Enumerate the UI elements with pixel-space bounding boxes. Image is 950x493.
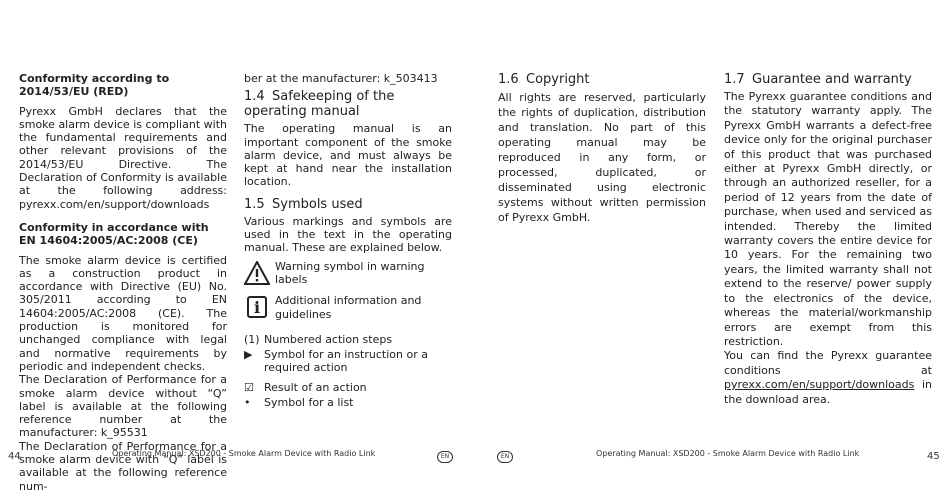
section-1-5-text: Various markings and symbols are used in the text in the operating manual. These are explained below. (244, 214, 452, 255)
dop-with-q-text: The Declaration of Performance for a smoke alarm device with “Q” label is available at the following reference num- (19, 439, 227, 493)
section-1-6-text: All rights are reserved, particularly the rights of duplication, distribution and translation. No part of this operating manual may be reproduced in any form, or processed, duplicated, or disseminated using electronic systems without written permission of Pyrexx GmbH. (498, 91, 706, 224)
reference-continuation: ber at the manufacturer: k_503413 (244, 72, 438, 85)
numbered-step-icon: (1) (244, 332, 260, 346)
list-item (244, 333, 452, 346)
heading-red-conformity: Conformity according to 2014/53/EU (RED) (19, 72, 170, 99)
section-number: 1.6 (498, 72, 519, 87)
section-1-7-link-paragraph (724, 349, 932, 407)
section-number: 1.5 (244, 196, 265, 212)
heading-en14604-conformity: Conformity in accordance with EN 14604:2005/AC:2008 (CE) (19, 220, 209, 248)
list-item (244, 396, 452, 409)
footer-left: Operating Manual: XSD200 - Smoke Alarm Device with Radio Link (112, 449, 376, 458)
section-1-7-text: The Pyrexx guarantee conditions and the statutory warranty apply. The Pyrexx GmbH warrants a defect-free device only for the original purchaser of this product that was purchased either at Pyrexx GmbH directly, or through an authorized reseller, for a period of 12 years from the date of purchase, when used and serviced as intended. Thereby the limited warranty covers the entire device for 10 years. For the remaining two years, the limited warranty shall not extend to the reserve/ power supply to the electronics of the device, whereas the material/workmanship errors are exempt from this restriction. (724, 90, 932, 348)
section-1-7-heading (724, 72, 932, 87)
section-number: 1.7 (724, 72, 745, 87)
section-title: Copyright (526, 72, 590, 87)
page-number-left: 44 (8, 451, 21, 462)
list-item-text: Symbol for an instruction or a required action (264, 348, 428, 375)
section-title: Guarantee and warranty (752, 72, 912, 87)
list-item (244, 348, 452, 375)
en14604-text: The smoke alarm device is certified as a construction product in accordance with Directive (EU) No. 305/2011 according to EN 14604:2005/AC:2008 (CE). The production is monitored for unchanged compliance with legal and normative requirements by periodic and independent checks. (19, 253, 227, 373)
checkbox-checked-icon: ☑ (244, 380, 254, 394)
info-symbol-label: Additional information and guidelines (275, 294, 422, 321)
list-item (244, 381, 452, 394)
right-column-2 (724, 72, 932, 407)
guarantee-text: You can find the Pyrexx guarantee conditions at (724, 349, 932, 377)
downloads-link[interactable]: pyrexx.com/en/support/downloads (724, 378, 915, 392)
list-item-text: Symbol for a list (264, 396, 354, 410)
section-1-6-heading (498, 72, 706, 87)
dop-without-q-text: The Declaration of Performance for a smoke alarm device without “Q” label is available at the following reference number at the manufacturer: k_95531 (19, 373, 227, 440)
section-1-4-text: The operating manual is an important component of the smoke alarm device, and must always be kept at hand near the installation location. (244, 122, 452, 189)
info-icon: i (244, 294, 270, 320)
red-conformity-text: Pyrexx GmbH declares that the smoke alarm device is compliant with the fundamental requirements and other relevant provisions of the 2014/53/EU Directive. The Declaration of Conformity is available at the following address: pyrexx.com/en/support/downloads (19, 104, 227, 211)
section-title: Symbols used (272, 196, 363, 212)
page-number-right: 45 (927, 451, 940, 462)
list-item-text: Result of an action (264, 380, 367, 394)
warning-icon (244, 260, 270, 286)
right-column-1 (498, 72, 706, 225)
warning-symbol-row (244, 260, 452, 287)
info-symbol-row (244, 294, 452, 321)
section-number: 1.4 (244, 89, 265, 105)
section-1-5-heading (244, 197, 452, 212)
language-badge-left: EN (437, 451, 453, 463)
bullet-icon: • (244, 396, 251, 410)
warning-symbol-label: Warning symbol in warning labels (275, 259, 425, 286)
left-column-2 (244, 72, 452, 409)
triangle-right-icon: ▶ (244, 348, 253, 362)
footer-right: Operating Manual: XSD200 - Smoke Alarm Device with Radio Link (596, 449, 860, 458)
download-area-text: in the download area. (724, 378, 932, 406)
language-badge-right: EN (497, 451, 513, 463)
list-item-text: Numbered action steps (264, 332, 393, 346)
section-1-4-heading (244, 89, 452, 119)
section-title: Safekeeping of the operating manual (244, 89, 395, 120)
left-column-1 (19, 72, 227, 493)
